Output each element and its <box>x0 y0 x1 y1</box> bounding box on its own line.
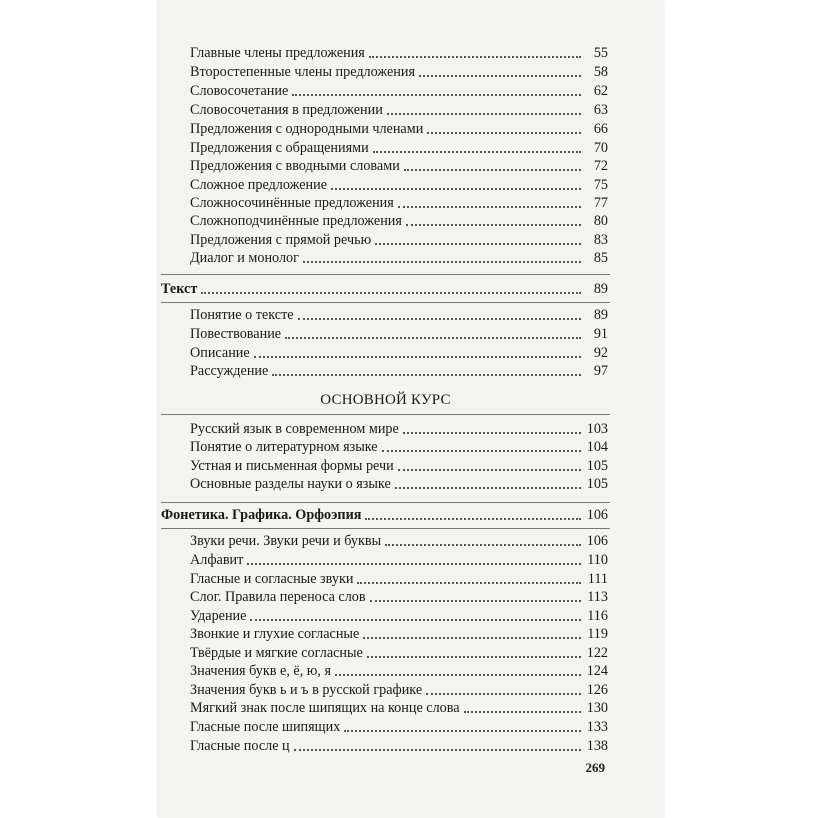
toc-entry-title: Сложносочинённые предложения <box>190 195 394 211</box>
toc-leader-dots <box>201 291 581 294</box>
toc-leader-dots <box>464 710 581 713</box>
toc-entry-title: Предложения с однородными членами <box>190 121 424 137</box>
toc-section-page: 89 <box>593 281 608 297</box>
toc-entry <box>190 660 608 679</box>
toc-leader-dots <box>419 74 581 77</box>
toc-entry <box>190 473 608 492</box>
toc-entry <box>190 586 608 605</box>
toc-leader-dots <box>254 355 581 358</box>
toc-entry-page: 103 <box>586 421 608 437</box>
toc-entry-page: 55 <box>593 45 608 61</box>
toc-entry-title: Второстепенные члены предложения <box>190 64 415 80</box>
page-number: 269 <box>585 760 605 775</box>
toc-entry-title: Устная и письменная формы речи <box>190 458 394 474</box>
toc-leader-dots <box>426 692 581 695</box>
toc-entry <box>190 455 608 474</box>
toc-entry <box>190 549 608 568</box>
section-divider <box>161 528 610 529</box>
toc-leader-dots <box>331 187 581 190</box>
toc-entry-title: Звуки речи. Звуки речи и буквы <box>190 533 382 549</box>
toc-entry-title: Мягкий знак после шипящих на конце слова <box>190 700 460 716</box>
toc-entry <box>190 304 608 323</box>
toc-entry-title: Предложения с прямой речью <box>190 232 372 248</box>
toc-leader-dots <box>387 112 581 115</box>
toc-entry-title: Описание <box>190 345 250 361</box>
toc-leader-dots <box>375 242 581 245</box>
toc-leader-dots <box>398 205 581 208</box>
toc-entry-page: 105 <box>586 458 608 474</box>
toc-section-entry <box>161 278 608 297</box>
toc-entry <box>190 61 608 80</box>
toc-leader-dots <box>292 93 581 96</box>
toc-entry-title: Предложения с обращениями <box>190 140 369 156</box>
toc-entry-title: Сложное предложение <box>190 177 328 193</box>
toc-leader-dots <box>403 431 581 434</box>
toc-entry-page: 119 <box>587 626 608 642</box>
toc-entry <box>190 568 608 587</box>
toc-entry-page: 58 <box>593 64 608 80</box>
toc-leader-dots <box>367 655 581 658</box>
toc-entry-title: Основные разделы науки о языке <box>190 476 391 492</box>
toc-entry <box>190 530 608 549</box>
toc-entry <box>190 99 608 118</box>
toc-entry <box>190 342 608 361</box>
toc-entry-page: 116 <box>587 608 608 624</box>
toc-entry <box>190 360 608 379</box>
toc-entry-page: 70 <box>593 140 608 156</box>
toc-entry <box>190 735 608 754</box>
toc-entry-page: 124 <box>586 663 608 679</box>
toc-entry-page: 113 <box>587 589 608 605</box>
toc-entry <box>190 679 608 698</box>
toc-entry-page: 62 <box>593 83 608 99</box>
toc-entry-page: 110 <box>587 552 608 568</box>
toc-entry <box>190 118 608 137</box>
toc-leader-dots <box>294 748 581 751</box>
toc-entry-title: Значения букв е, ё, ю, я <box>190 663 332 679</box>
toc-section-entry <box>161 504 608 523</box>
toc-entry-title: Гласные после шипящих <box>190 719 341 735</box>
toc-leader-dots <box>404 168 581 171</box>
toc-entry-title: Гласные и согласные звуки <box>190 571 354 587</box>
toc-leader-dots <box>344 729 581 732</box>
toc-entry <box>190 137 608 156</box>
toc-entry-title: Предложения с вводными словами <box>190 158 400 174</box>
toc-entry-title: Словосочетание <box>190 83 289 99</box>
toc-entry-page: 75 <box>593 177 608 193</box>
toc-entry-page: 106 <box>586 533 608 549</box>
toc-entry-page: 122 <box>586 645 608 661</box>
toc-leader-dots <box>272 373 581 376</box>
toc-entry <box>190 642 608 661</box>
toc-entry-page: 126 <box>586 682 608 698</box>
toc-entry-title: Диалог и монолог <box>190 250 299 266</box>
toc-entry-title: Твёрдые и мягкие согласные <box>190 645 363 661</box>
toc-leader-dots <box>369 55 581 58</box>
toc-entry-page: 104 <box>586 439 608 455</box>
toc-entry <box>190 42 608 61</box>
toc-leader-dots <box>427 131 581 134</box>
toc-entry <box>190 229 608 248</box>
toc-entry-page: 85 <box>593 250 608 266</box>
toc-entry <box>190 174 608 193</box>
toc-entry-title: Алфавит <box>190 552 244 568</box>
section-divider <box>161 302 610 303</box>
toc-section-title: Текст <box>161 281 198 297</box>
toc-leader-dots <box>365 517 581 520</box>
toc-leader-dots <box>357 581 581 584</box>
toc-leader-dots <box>285 336 581 339</box>
toc-leader-dots <box>335 673 581 676</box>
toc-entry <box>190 155 608 174</box>
toc-entry-page: 105 <box>586 476 608 492</box>
toc-entry <box>190 716 608 735</box>
toc-leader-dots <box>385 543 581 546</box>
toc-entry-page: 89 <box>593 307 608 323</box>
toc-entry-title: Гласные после ц <box>190 738 290 754</box>
toc-entry-title: Главные члены предложения <box>190 45 365 61</box>
toc-leader-dots <box>363 636 581 639</box>
toc-leader-dots <box>370 599 581 602</box>
section-divider <box>161 274 610 275</box>
toc-entry <box>190 192 608 211</box>
toc-leader-dots <box>395 486 581 489</box>
toc-entry <box>190 418 608 437</box>
toc-entry-title: Понятие о литературном языке <box>190 439 378 455</box>
toc-leader-dots <box>298 317 581 320</box>
toc-entry <box>190 210 608 229</box>
toc-section-page: 106 <box>586 507 608 523</box>
toc-leader-dots <box>398 468 581 471</box>
toc-entry <box>190 323 608 342</box>
toc-entry-page: 97 <box>593 363 608 379</box>
main-course-heading: ОСНОВНОЙ КУРС <box>320 392 451 408</box>
toc-leader-dots <box>247 562 581 565</box>
toc-entry-title: Понятие о тексте <box>190 307 294 323</box>
toc-entry-page: 92 <box>593 345 608 361</box>
toc-entry-title: Повествование <box>190 326 282 342</box>
toc-entry-page: 91 <box>593 326 608 342</box>
toc-section-title: Фонетика. Графика. Орфоэпия <box>161 507 362 523</box>
toc-entry <box>190 697 608 716</box>
toc-entry-title: Сложноподчинённые предложения <box>190 213 402 229</box>
toc-entry-page: 138 <box>586 738 608 754</box>
toc-entry-page: 72 <box>593 158 608 174</box>
toc-entry-title: Ударение <box>190 608 247 624</box>
toc-leader-dots <box>382 449 581 452</box>
toc-leader-dots <box>250 618 581 621</box>
book-page <box>158 0 663 818</box>
toc-leader-dots <box>373 150 581 153</box>
section-divider <box>161 502 610 503</box>
toc-entry-title: Значения букв ь и ъ в русской графике <box>190 682 423 698</box>
toc-leader-dots <box>303 260 581 263</box>
toc-entry-page: 63 <box>593 102 608 118</box>
toc-entry-title: Словосочетания в предложении <box>190 102 383 118</box>
toc-entry-page: 83 <box>593 232 608 248</box>
toc-leader-dots <box>406 223 581 226</box>
toc-entry <box>190 623 608 642</box>
toc-entry-page: 80 <box>593 213 608 229</box>
toc-entry-title: Рассуждение <box>190 363 269 379</box>
toc-entry-title: Слог. Правила переноса слов <box>190 589 366 605</box>
toc-entry <box>190 80 608 99</box>
section-divider <box>161 414 610 415</box>
toc-entry-page: 66 <box>593 121 608 137</box>
toc-entry-page: 111 <box>587 571 608 587</box>
toc-entry-page: 133 <box>586 719 608 735</box>
toc-entry-page: 77 <box>593 195 608 211</box>
toc-entry-title: Звонкие и глухие согласные <box>190 626 360 642</box>
toc-entry-page: 130 <box>586 700 608 716</box>
toc-entry <box>190 605 608 624</box>
toc-entry-title: Русский язык в современном мире <box>190 421 399 437</box>
toc-entry <box>190 247 608 266</box>
toc-entry <box>190 436 608 455</box>
